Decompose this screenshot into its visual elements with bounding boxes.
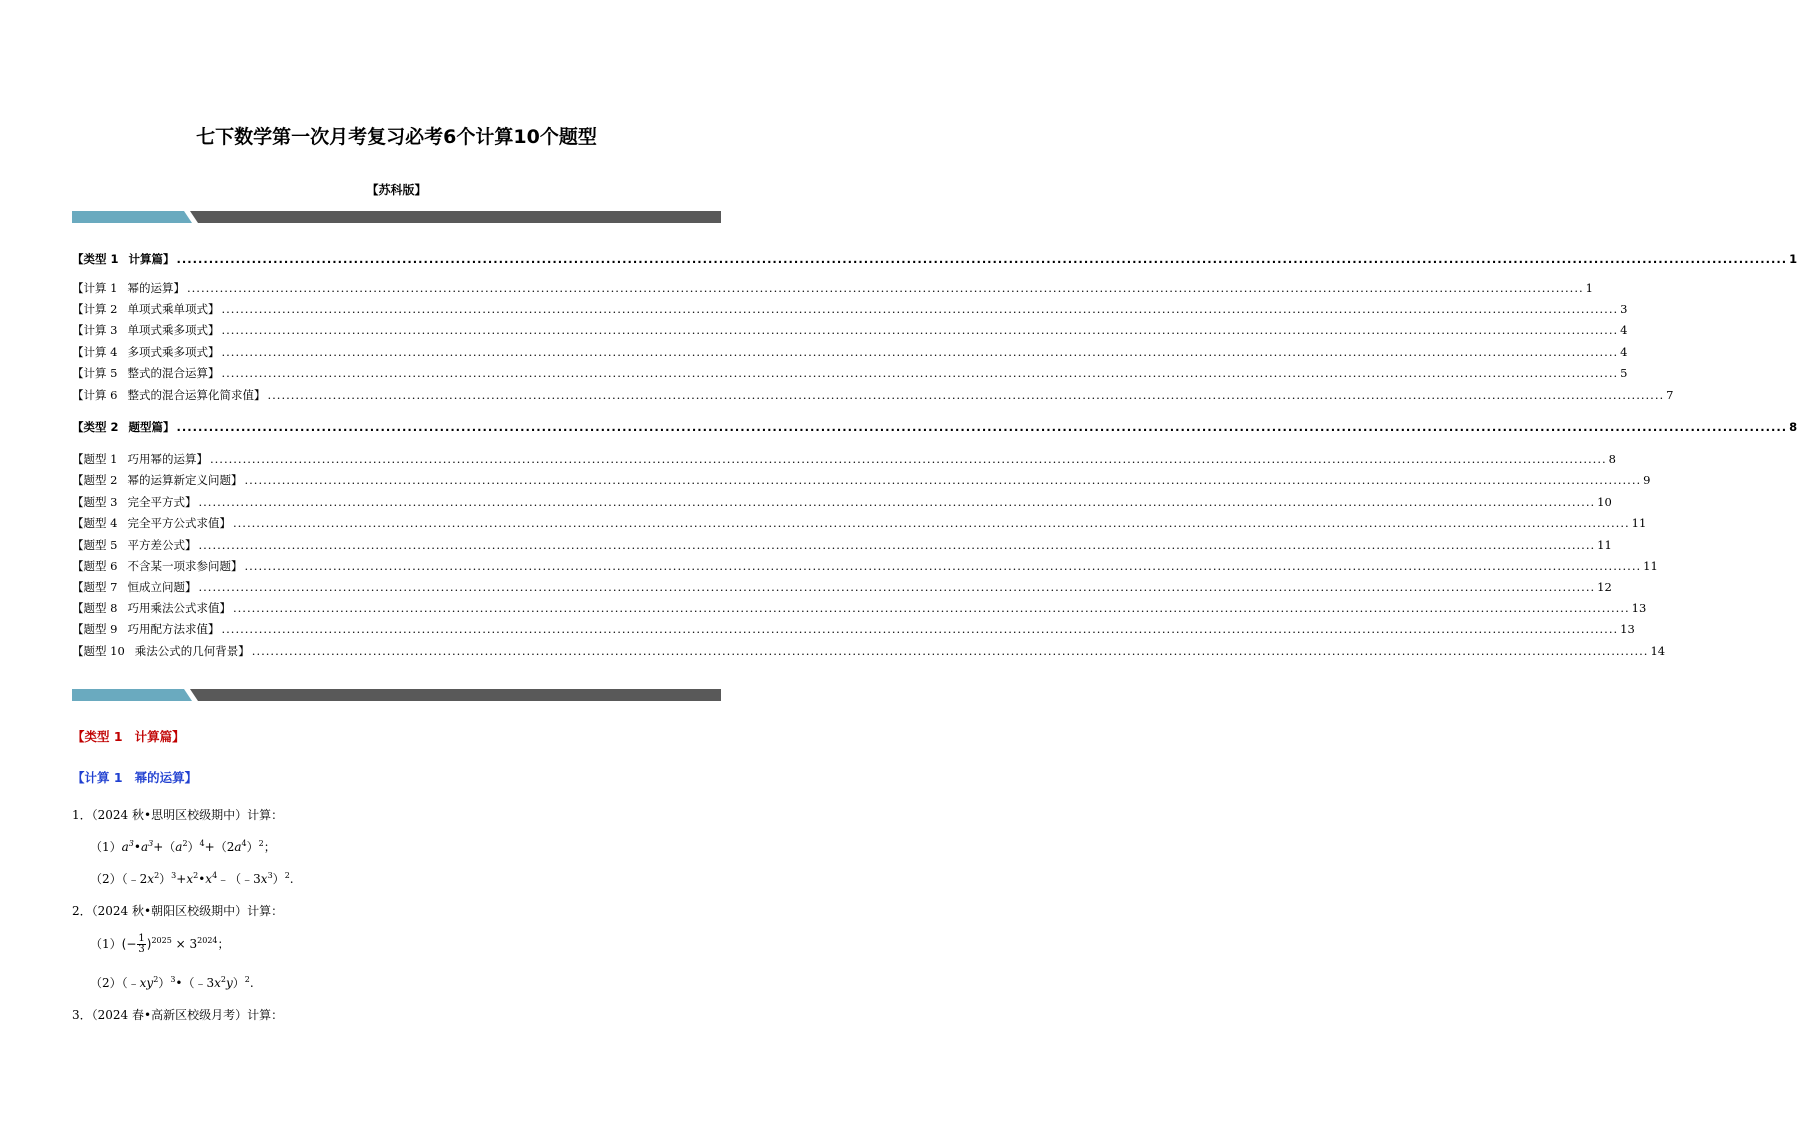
toc-entry-label: 【题型 5: [72, 538, 118, 552]
toc-entry-name: 完全平方式】: [127, 495, 197, 509]
toc-item-row[interactable]: [72, 280, 1593, 296]
toc-item-row[interactable]: [72, 558, 1658, 574]
toc-page-number: 10: [1597, 495, 1612, 509]
toc-item-row[interactable]: [72, 621, 1635, 637]
toc-entry-label: 【题型 1: [72, 452, 118, 466]
toc-entry-name: 题型篇】: [128, 420, 175, 434]
toc-item-row[interactable]: [72, 600, 1647, 616]
toc-entry-label: 【计算 5: [72, 366, 118, 380]
toc-page-number: 7: [1666, 388, 1674, 402]
toc-item-row[interactable]: [72, 579, 1612, 595]
toc-entry-title: [72, 643, 250, 659]
toc-leader-dots: ............................................................................................................................................................................................................................................................................................................: [221, 622, 1619, 636]
toc-item-row[interactable]: [72, 515, 1647, 531]
toc-item-row[interactable]: [72, 322, 1628, 338]
toc-item-row[interactable]: [72, 387, 1674, 403]
subsection-heading: 【计算 1 幂的运算】: [72, 770, 198, 785]
toc-page-number: 11: [1597, 538, 1612, 552]
toc-entry-label: 【题型 4: [72, 516, 118, 530]
toc-entry-label: 【计算 2: [72, 302, 118, 316]
toc-leader-dots: ............................................................................................................................................................................................................................................................................................................: [198, 538, 1596, 552]
toc-entry-label: 【题型 6: [72, 559, 118, 573]
toc-entry-label: 【计算 3: [72, 323, 118, 337]
toc-entry-name: 巧用乘法公式求值】: [127, 601, 231, 615]
toc-item-row[interactable]: [72, 537, 1612, 553]
toc-category-row[interactable]: [72, 419, 1797, 435]
toc-entry-label: 【题型 7: [72, 580, 118, 594]
toc-page-number: 8: [1608, 452, 1616, 466]
toc-entry-title: [72, 322, 219, 338]
toc-entry-label: 【题型 2: [72, 473, 118, 487]
toc-entry-title: [72, 579, 196, 595]
toc-category-row[interactable]: [72, 251, 1797, 267]
toc-page-number: 12: [1597, 580, 1612, 594]
expression: $a^3•a^3$: [121, 839, 154, 854]
toc-entry-name: 计算篇】: [128, 252, 175, 266]
toc-entry-title: [72, 280, 185, 296]
toc-leader-dots: ............................................................................................................................................................................................................................................................................................................: [221, 302, 1619, 316]
toc-entry-title: [72, 419, 175, 435]
problem-2: 2．（2024 秋•朝阳区校级期中）计算：: [72, 904, 284, 918]
toc-entry-label: 【题型 10: [72, 644, 125, 658]
toc-leader-dots: ............................................................................................................................................................................................................................................................................................................: [221, 323, 1619, 337]
toc-entry-name: 整式的混合运算化简求值】: [127, 388, 266, 402]
toc-entry-title: [72, 472, 242, 488]
toc-leader-dots: ............................................................................................................................................................................................................................................................................................................: [198, 580, 1596, 594]
toc-entry-title: [72, 494, 196, 510]
toc-entry-label: 【题型 3: [72, 495, 118, 509]
document-title: 七下数学第一次月考复习必考6个计算10个题型: [196, 126, 597, 148]
toc-entry-name: 幂的运算新定义问题】: [127, 473, 243, 487]
divider-bar: [190, 211, 721, 223]
toc-item-row[interactable]: [72, 472, 1651, 488]
toc-leader-dots: ............................................................................................................................................................................................................................................................................................................: [232, 601, 1630, 615]
toc-leader-dots: ............................................................................................................................................................................................................................................................................................................: [244, 559, 1642, 573]
toc-entry-title: [72, 600, 231, 616]
toc-leader-dots: ............................................................................................................................................................................................................................................................................................................: [209, 452, 1607, 466]
toc-leader-dots: ............................................................................................................................................................................................................................................................................................................: [176, 252, 1788, 266]
toc-page-number: 5: [1620, 366, 1628, 380]
section-heading: 【类型 1 计算篇】: [72, 729, 185, 744]
toc-entry-title: [72, 515, 231, 531]
toc-item-row[interactable]: [72, 301, 1628, 317]
toc-entry-title: [72, 365, 219, 381]
toc-item-row[interactable]: [72, 344, 1628, 360]
toc-item-row[interactable]: [72, 494, 1612, 510]
problem-1-part-1: $(1)a^3•a^3+(a^2)^4+(2a^4)^2$；: [90, 839, 276, 854]
toc-page-number: 13: [1631, 601, 1647, 615]
toc-leader-dots: ............................................................................................................................................................................................................................................................................................................: [267, 388, 1665, 402]
divider-accent: [72, 689, 192, 701]
toc-entry-title: [72, 621, 219, 637]
toc-leader-dots: ............................................................................................................................................................................................................................................................................................................: [186, 281, 1584, 295]
toc-page-number: 4: [1620, 323, 1628, 337]
toc-entry-label: 【类型 2: [72, 420, 119, 434]
toc-page-number: 11: [1631, 516, 1647, 530]
toc-entry-name: 不含某一项求参问题】: [127, 559, 243, 573]
toc-entry-title: [72, 558, 242, 574]
toc-entry-name: 巧用配方法求值】: [127, 622, 220, 636]
toc-entry-name: 恒成立问题】: [127, 580, 197, 594]
toc-leader-dots: ............................................................................................................................................................................................................................................................................................................: [232, 516, 1630, 530]
toc-entry-title: [72, 537, 196, 553]
problem-2-part-1: （1）(− $\frac{1}{3}$ )$^{2025} \times 3^{2024}$；: [90, 933, 230, 955]
toc-entry-title: [72, 451, 208, 467]
toc-entry-label: 【计算 4: [72, 345, 118, 359]
toc-entry-name: 整式的混合运算】: [127, 366, 220, 380]
toc-entry-name: 巧用幂的运算】: [127, 452, 208, 466]
toc-leader-dots: ............................................................................................................................................................................................................................................................................................................: [221, 366, 1619, 380]
toc-item-row[interactable]: [72, 451, 1616, 467]
toc-entry-name: 单项式乘多项式】: [127, 323, 220, 337]
problem-1-part-2: $(2)(﹣2x^2)^3+x^2•x^4﹣(﹣3x^3)^2$.: [90, 871, 294, 886]
toc-entry-label: 【计算 6: [72, 388, 118, 402]
toc-entry-name: 单项式乘单项式】: [127, 302, 220, 316]
toc-entry-title: [72, 387, 265, 403]
header-divider: [72, 211, 721, 223]
toc-page-number: 8: [1789, 420, 1797, 434]
toc-page-number: 3: [1620, 302, 1628, 316]
toc-entry-name: 完全平方公式求值】: [127, 516, 231, 530]
toc-page-number: 13: [1620, 622, 1635, 636]
toc-page-number: 9: [1643, 473, 1651, 487]
toc-leader-dots: ............................................................................................................................................................................................................................................................................................................: [198, 495, 1596, 509]
toc-page-number: 11: [1643, 559, 1658, 573]
toc-entry-name: 多项式乘多项式】: [127, 345, 220, 359]
toc-item-row[interactable]: [72, 365, 1628, 381]
toc-leader-dots: ............................................................................................................................................................................................................................................................................................................: [221, 345, 1619, 359]
problem-1: 1．（2024 秋•思明区校级期中）计算：: [72, 808, 284, 822]
edition-label: 【苏科版】: [366, 183, 427, 197]
toc-entry-label: 【计算 1: [72, 281, 118, 295]
toc-page-number: 4: [1620, 345, 1628, 359]
toc-entry-title: [72, 301, 219, 317]
fraction: $\frac{1}{3}$: [138, 933, 145, 955]
toc-entry-title: [72, 251, 175, 267]
toc-item-row[interactable]: [72, 643, 1666, 659]
toc-entry-label: 【类型 1: [72, 252, 119, 266]
toc-entry-name: 乘法公式的几何背景】: [134, 644, 250, 658]
toc-entry-label: 【题型 9: [72, 622, 118, 636]
toc-entry-title: [72, 344, 219, 360]
divider-accent: [72, 211, 192, 223]
toc-page-number: 14: [1650, 644, 1666, 658]
divider-bar: [190, 689, 721, 701]
toc-leader-dots: ............................................................................................................................................................................................................................................................................................................: [176, 420, 1788, 434]
toc-leader-dots: ............................................................................................................................................................................................................................................................................................................: [244, 473, 1642, 487]
toc-page-number: 1: [1585, 281, 1593, 295]
problem-3: 3．（2024 春•高新区校级月考）计算：: [72, 1008, 284, 1022]
toc-entry-name: 幂的运算】: [127, 281, 185, 295]
problem-2-part-2: $(2)(﹣xy^2)^3•(﹣3x^2y)^2$.: [90, 975, 254, 990]
toc-entry-name: 平方差公式】: [127, 538, 197, 552]
section-divider: [72, 689, 721, 701]
toc-entry-label: 【题型 8: [72, 601, 118, 615]
toc-leader-dots: ............................................................................................................................................................................................................................................................................................................: [251, 644, 1649, 658]
toc-page-number: 1: [1789, 252, 1797, 266]
